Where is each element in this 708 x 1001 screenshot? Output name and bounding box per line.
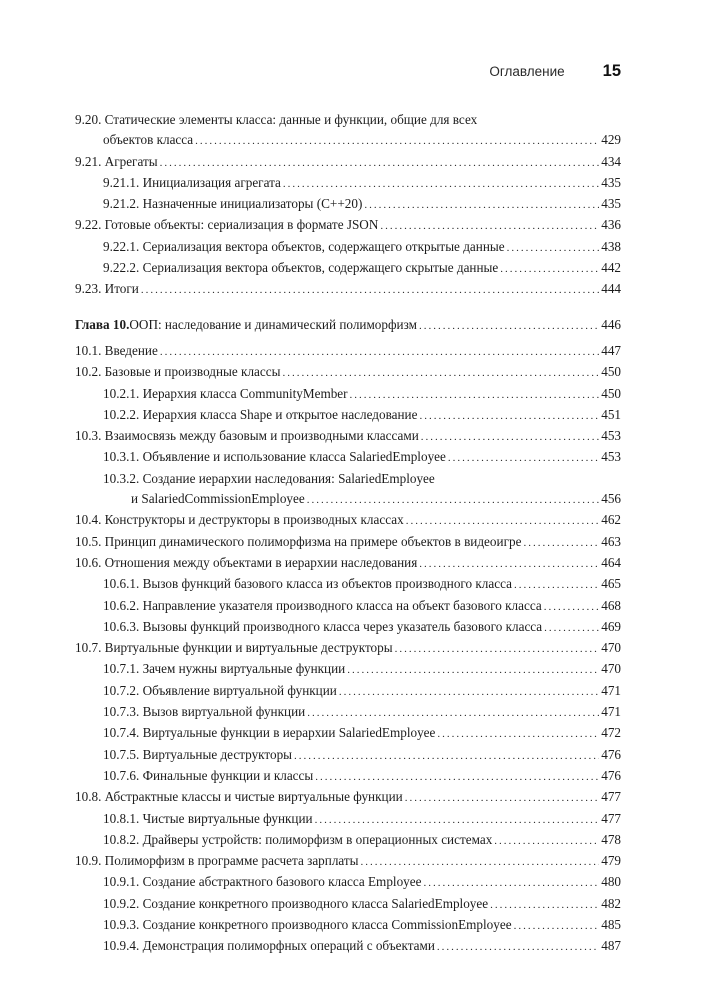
toc-entry-text: 10.9.3. Создание конкретного производного класса CommissionEmployee <box>103 916 512 932</box>
toc-entry-page: 471 <box>601 704 621 720</box>
toc-chapter-prefix: Глава 10. <box>75 316 130 332</box>
toc-entry <box>75 787 621 808</box>
toc-leader-dots <box>544 618 599 638</box>
toc-entry-page: 477 <box>601 810 621 826</box>
toc-entry-page: 446 <box>601 316 621 332</box>
toc-leader-dots <box>160 153 600 173</box>
toc-entry <box>75 830 621 851</box>
toc-leader-dots <box>437 937 599 957</box>
toc-entry-page: 447 <box>601 342 621 358</box>
toc-entry-page: 462 <box>601 512 621 528</box>
toc-leader-dots <box>490 895 599 915</box>
toc-leader-dots <box>395 639 600 659</box>
toc-entry <box>75 617 621 638</box>
toc-entry-text: 10.5. Принцип динамического полиморфизма на примере объектов в видеоигре <box>75 533 522 549</box>
toc-leader-dots <box>160 342 599 362</box>
toc-entry-text: 10.7.4. Виртуальные функции в иерархии SalariedEmployee <box>103 725 436 741</box>
toc-leader-dots <box>494 831 599 851</box>
toc-entry-text: 10.6. Отношения между объектами в иерархии наследования <box>75 554 418 570</box>
toc-entry-page: 463 <box>601 533 621 549</box>
toc-entry-page: 429 <box>601 132 621 148</box>
toc-leader-dots <box>419 316 599 336</box>
toc-entry-text: 10.4. Конструкторы и деструкторы в производных классах <box>75 512 404 528</box>
toc-chapter-entry <box>75 315 621 336</box>
toc-entry <box>75 702 621 723</box>
toc-entry <box>75 681 621 702</box>
toc-leader-dots <box>421 427 599 447</box>
toc-entry-page: 453 <box>601 428 621 444</box>
toc-leader-dots <box>437 724 599 744</box>
toc-leader-dots <box>405 788 600 808</box>
toc-entry <box>75 489 621 510</box>
toc-leader-dots <box>294 746 599 766</box>
toc-entry-page: 444 <box>601 281 621 297</box>
toc-entry-text: 10.7.6. Финальные функции и классы <box>103 767 314 783</box>
toc-entry-page: 479 <box>601 853 621 869</box>
toc-entry <box>75 510 621 531</box>
toc-entry <box>75 915 621 936</box>
toc-leader-dots <box>282 363 599 383</box>
toc-entry-page: 450 <box>601 364 621 380</box>
toc-entry <box>75 574 621 595</box>
toc-entry <box>75 766 621 787</box>
toc-entry-page: 482 <box>601 895 621 911</box>
toc-entry <box>75 872 621 893</box>
toc-entry-text: 10.6.1. Вызов функций базового класса из объектов производного класса <box>103 576 512 592</box>
toc-entry-text: 10.2.2. Иерархия класса Shape и открытое наследование <box>103 406 418 422</box>
toc-entry <box>75 362 621 383</box>
toc-leader-dots <box>380 216 599 236</box>
toc-entry-page: 434 <box>601 153 621 169</box>
toc-entry-page: 442 <box>601 260 621 276</box>
toc-entry-page: 464 <box>601 554 621 570</box>
toc-entry-page: 476 <box>601 746 621 762</box>
toc-leader-dots <box>195 131 599 151</box>
toc-entry-page: 470 <box>601 640 621 656</box>
toc-entry <box>75 194 621 215</box>
toc-list <box>75 110 621 958</box>
toc-leader-dots <box>141 280 599 300</box>
toc-entry <box>75 237 621 258</box>
toc-entry <box>75 638 621 659</box>
running-head <box>75 62 621 81</box>
toc-leader-dots <box>350 385 600 405</box>
toc-entry <box>75 723 621 744</box>
toc-leader-dots <box>507 238 600 258</box>
toc-entry-page: 438 <box>601 238 621 254</box>
toc-leader-dots <box>347 660 599 680</box>
toc-entry-page: 477 <box>601 789 621 805</box>
toc-entry-text: 9.22.1. Сериализация вектора объектов, содержащего открытые данные <box>103 238 505 254</box>
toc-entry <box>75 152 621 173</box>
toc-entry-text: 10.2.1. Иерархия класса CommunityMember <box>103 385 348 401</box>
toc-entry-page: 471 <box>601 682 621 698</box>
toc-entry-text: 9.21.2. Назначенные инициализаторы (C++20) <box>103 196 363 212</box>
toc-leader-dots <box>307 703 599 723</box>
toc-entry-page: 451 <box>601 406 621 422</box>
toc-entry-text: 10.8.2. Драйверы устройств: полиморфизм в операционных системах <box>103 831 493 847</box>
toc-leader-dots <box>500 259 599 279</box>
toc-entry <box>75 384 621 405</box>
toc-entry-text: 10.9.2. Создание конкретного производного класса SalariedEmployee <box>103 895 489 911</box>
toc-entry-page: 478 <box>601 831 621 847</box>
toc-leader-dots <box>419 406 599 426</box>
toc-entry <box>75 173 621 194</box>
toc-entry-text: объектов класса <box>103 132 194 148</box>
toc-leader-dots <box>514 916 600 936</box>
toc-entry <box>75 659 621 680</box>
toc-entry-text: и SalariedCommissionEmployee <box>131 491 305 507</box>
toc-entry <box>75 851 621 872</box>
toc-entry-text: 10.6.3. Вызовы функций производного класса через указатель базового класса <box>103 618 543 634</box>
toc-entry-page: 476 <box>601 767 621 783</box>
toc-entry-page: 487 <box>601 938 621 954</box>
running-head-page-number: 15 <box>602 62 621 80</box>
toc-entry-page: 436 <box>601 217 621 233</box>
toc-entry-page: 469 <box>601 618 621 634</box>
toc-entry-text: 10.7. Виртуальные функции и виртуальные деструкторы <box>75 640 393 656</box>
toc-entry-text: 10.7.2. Объявление виртуальной функции <box>103 682 337 698</box>
toc-entry <box>75 745 621 766</box>
toc-entry-page: 435 <box>601 174 621 190</box>
toc-entry-text: 10.8. Абстрактные классы и чистые виртуальные функции <box>75 789 403 805</box>
toc-entry-page: 465 <box>601 576 621 592</box>
toc-entry <box>75 936 621 957</box>
toc-entry <box>75 341 621 362</box>
toc-entry-text: 9.21. Агрегаты <box>75 153 158 169</box>
toc-entry-text: 9.20. Статические элементы класса: данные и функции, общие для всех <box>75 112 478 127</box>
toc-entry-page: 472 <box>601 725 621 741</box>
toc-entry-text: 10.7.1. Зачем нужны виртуальные функции <box>103 661 346 677</box>
toc-entry <box>75 553 621 574</box>
toc-entry <box>75 809 621 830</box>
toc-entry <box>75 532 621 553</box>
toc-entry-text: 9.21.1. Инициализация агрегата <box>103 174 281 190</box>
toc-entry-page: 453 <box>601 449 621 465</box>
toc-entry-page: 450 <box>601 385 621 401</box>
toc-entry-page: 435 <box>601 196 621 212</box>
toc-entry <box>75 110 621 130</box>
toc-leader-dots <box>315 810 600 830</box>
toc-leader-dots <box>419 554 599 574</box>
toc-leader-dots <box>406 511 600 531</box>
toc-leader-dots <box>364 195 599 215</box>
toc-leader-dots <box>283 174 599 194</box>
toc-entry <box>75 215 621 236</box>
toc-entry <box>75 279 621 300</box>
toc-leader-dots <box>307 490 600 510</box>
toc-entry-text: 10.3.2. Создание иерархии наследования: SalariedEmployee <box>103 470 435 486</box>
toc-entry-text: 10.7.3. Вызов виртуальной функции <box>103 704 306 720</box>
toc-leader-dots <box>361 852 600 872</box>
toc-leader-dots <box>448 448 599 468</box>
toc-entry-text: 10.9. Полиморфизм в программе расчета зарплаты <box>75 853 359 869</box>
toc-entry-text: ООП: наследование и динамический полиморфизм <box>129 316 417 332</box>
toc-entry-text: 9.22. Готовые объекты: сериализация в формате JSON <box>75 217 379 233</box>
toc-entry <box>75 447 621 468</box>
toc-entry <box>75 596 621 617</box>
toc-leader-dots <box>423 873 599 893</box>
toc-entry <box>75 258 621 279</box>
toc-entry <box>75 894 621 915</box>
toc-leader-dots <box>523 533 599 553</box>
toc-entry-text: 10.7.5. Виртуальные деструкторы <box>103 746 293 762</box>
toc-entry-text: 10.1. Введение <box>75 342 158 358</box>
toc-leader-dots <box>514 575 599 595</box>
toc-entry-page: 470 <box>601 661 621 677</box>
toc-entry-page: 485 <box>601 916 621 932</box>
toc-entry <box>75 405 621 426</box>
toc-entry-text: 10.8.1. Чистые виртуальные функции <box>103 810 313 826</box>
toc-entry <box>75 426 621 447</box>
toc-entry-text: 10.9.1. Создание абстрактного базового класса Employee <box>103 874 422 890</box>
toc-entry-page: 468 <box>601 597 621 613</box>
toc-entry <box>75 469 621 489</box>
toc-entry-text: 10.2. Базовые и производные классы <box>75 364 281 380</box>
toc-leader-dots <box>544 597 600 617</box>
toc-entry-page: 480 <box>601 874 621 890</box>
toc-entry-text: 9.22.2. Сериализация вектора объектов, содержащего скрытые данные <box>103 260 499 276</box>
running-head-title: Оглавление <box>489 64 565 79</box>
toc-entry-text: 10.3.1. Объявление и использование класса SalariedEmployee <box>103 449 446 465</box>
toc-entry-text: 10.3. Взаимосвязь между базовым и производными классами <box>75 428 419 444</box>
toc-entry <box>75 130 621 151</box>
toc-leader-dots <box>339 682 599 702</box>
toc-entry-text: 10.6.2. Направление указателя производного класса на объект базового класса <box>103 597 542 613</box>
toc-leader-dots <box>315 767 599 787</box>
toc-entry-text: 10.9.4. Демонстрация полиморфных операций с объектами <box>103 938 435 954</box>
toc-entry-page: 456 <box>601 491 621 507</box>
toc-entry-text: 9.23. Итоги <box>75 281 139 297</box>
